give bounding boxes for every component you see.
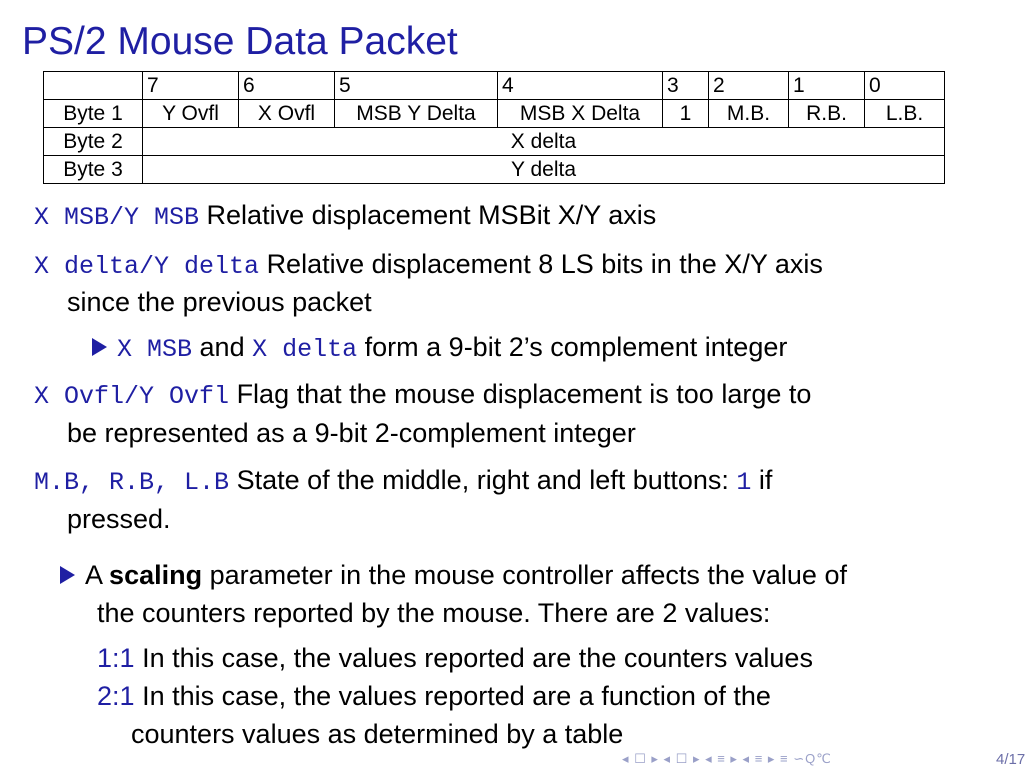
table-cell: Byte 1 (44, 100, 143, 128)
table-cell: Y Ovfl (143, 100, 239, 128)
definition-text: since the previous packet (67, 287, 372, 317)
term: X MSB/Y MSB (34, 203, 200, 232)
scaling-bullet-cont (97, 594, 770, 632)
item-key: 2:1 (97, 681, 135, 711)
text: parameter in the mouse controller affects the value of (209, 560, 847, 590)
term: X Ovfl/Y Ovfl (34, 382, 230, 411)
table-cell: X delta (143, 128, 945, 156)
table-cell: X Ovfl (239, 100, 335, 128)
table-header-row (44, 72, 945, 100)
table-cell: 2 (709, 72, 789, 100)
bullet-triangle-icon (92, 338, 107, 356)
table-cell: 3 (663, 72, 709, 100)
definition-ovfl-cont (67, 414, 636, 452)
table-cell: 5 (335, 72, 498, 100)
table-cell: Byte 2 (44, 128, 143, 156)
scaling-bullet (60, 556, 847, 594)
text: and (199, 332, 245, 362)
definition-text: be represented as a 9-bit 2-complement integer (67, 418, 636, 448)
table-cell: MSB X Delta (498, 100, 663, 128)
definition-buttons-cont (67, 500, 171, 538)
table-cell: R.B. (789, 100, 865, 128)
table-cell: 4 (498, 72, 663, 100)
table-cell: 0 (865, 72, 945, 100)
definition-text: if (758, 465, 773, 495)
table-cell: MSB Y Delta (335, 100, 498, 128)
term: X MSB (117, 335, 193, 364)
scaling-item-2 (97, 677, 771, 715)
page-title: PS/2 Mouse Data Packet (22, 20, 458, 63)
definition-text: pressed. (67, 504, 171, 534)
bullet-triangle-icon (60, 566, 75, 584)
table-cell: Y delta (143, 156, 945, 184)
term: M.B, R.B, L.B (34, 468, 230, 497)
definition-delta-cont (67, 283, 372, 321)
table-cell: 1 (789, 72, 865, 100)
text: In this case, the values reported are a function of the (142, 681, 771, 711)
table-cell (44, 72, 143, 100)
definition-text: Flag that the mouse displacement is too large to (236, 379, 812, 409)
table-cell: 6 (239, 72, 335, 100)
table-cell: Byte 3 (44, 156, 143, 184)
table-row (44, 100, 945, 128)
beamer-navigation-icon[interactable]: ◂ ☐ ▸ ◂ ☐ ▸ ◂ ≡ ▸ ◂ ≡ ▸ ≡ ∽Q℃ (622, 751, 832, 766)
code: 1 (736, 468, 752, 497)
definition-msb (34, 196, 656, 237)
table-cell: M.B. (709, 100, 789, 128)
definition-ovfl (34, 375, 811, 416)
text: the counters reported by the mouse. There are 2 values: (97, 598, 771, 628)
definition-text: Relative displacement 8 LS bits in the X/Y axis (266, 249, 823, 279)
table-row (44, 156, 945, 184)
table-row (44, 128, 945, 156)
definition-text: State of the middle, right and left buttons: (236, 465, 729, 495)
definition-buttons (34, 461, 772, 502)
term: X delta (252, 335, 358, 364)
text: A (85, 560, 102, 590)
table-cell: 1 (663, 100, 709, 128)
scaling-item-2-cont (131, 715, 623, 753)
page-number: 4/17 (996, 751, 1026, 768)
text: counters values as determined by a table (131, 719, 624, 749)
bullet-item (92, 328, 787, 369)
text: form a 9-bit 2’s complement integer (364, 332, 788, 362)
definition-text: Relative displacement MSBit X/Y axis (206, 200, 657, 230)
packet-table (43, 71, 945, 184)
table-cell: L.B. (865, 100, 945, 128)
item-key: 1:1 (97, 643, 135, 673)
text: In this case, the values reported are the counters values (142, 643, 813, 673)
term: X delta/Y delta (34, 252, 260, 281)
bold-term: scaling (109, 560, 203, 590)
scaling-item-1 (97, 639, 813, 677)
table-cell: 7 (143, 72, 239, 100)
definition-delta (34, 245, 823, 286)
